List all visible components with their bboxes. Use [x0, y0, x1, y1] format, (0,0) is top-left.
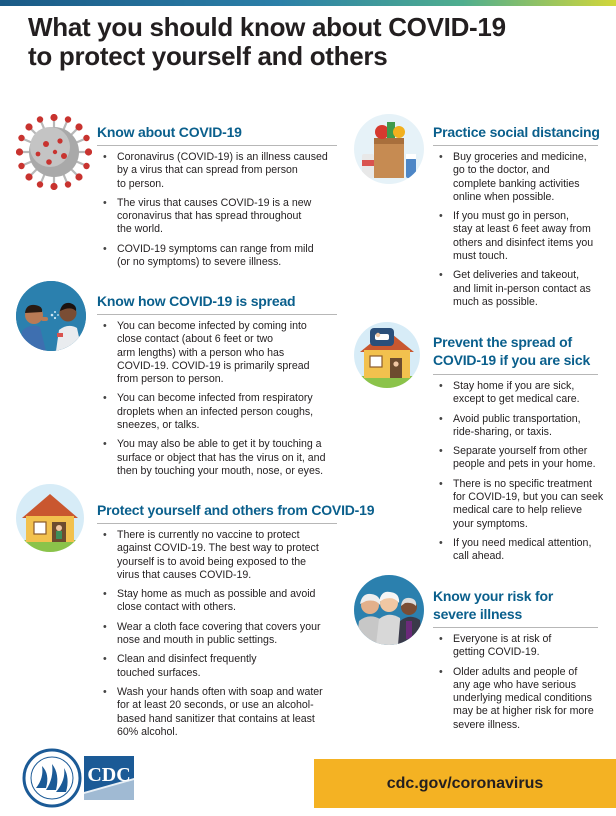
list-item-line: close contact (about 6 feet or two [117, 333, 274, 346]
list-item [433, 210, 613, 263]
list-item-line: others and disinfect items you [453, 236, 594, 249]
list-item-line: touched surfaces. [117, 666, 201, 679]
section-title [97, 292, 295, 310]
list-item [433, 666, 613, 732]
virus-icon [16, 114, 92, 190]
list-item [97, 151, 342, 191]
list-item-line: • Wash your hands often with soap and water [117, 685, 323, 698]
list-item-line: except to get medical care. [453, 393, 580, 406]
cdc-logo-text: CDC [87, 764, 131, 786]
list-item-line: must touch. [453, 250, 508, 263]
groceries-icon [354, 114, 424, 184]
section-title [433, 333, 590, 369]
section-title-line: Practice social distancing [433, 124, 600, 140]
list-item-line: may be at higher risk for more [453, 705, 594, 718]
list-item-line: surface or object that has the virus on it, and [117, 451, 326, 464]
page-title-line: What you should know about COVID-19 [28, 12, 506, 42]
list-item-line: COVID-19. COVID-19 is primarily spread [117, 359, 310, 372]
section-title-line: Know about COVID-19 [97, 124, 242, 140]
section-divider [97, 145, 337, 146]
bullet-list [97, 529, 347, 745]
page-title [28, 13, 506, 71]
list-item-line: • You can become infected from respiratory [117, 392, 313, 405]
list-item-line: • Older adults and people of [453, 665, 578, 678]
bullet-list [97, 320, 347, 484]
list-item [97, 392, 347, 432]
list-item-line: go to the doctor, and [453, 164, 550, 177]
section-divider [433, 627, 598, 628]
list-item [433, 537, 613, 564]
list-item-line: • Stay home if you are sick, [453, 380, 575, 392]
list-item-line: and limit in-person contact as [453, 282, 591, 295]
list-item-line: (or no symptoms) to severe illness. [117, 256, 282, 269]
list-item-line: ride-sharing, or taxis. [453, 425, 552, 438]
section-title-line: Know your risk for [433, 588, 554, 604]
list-item-line: much as possible. [453, 295, 538, 308]
list-item-line: getting COVID-19. [453, 646, 540, 659]
top-gradient-bar [0, 0, 616, 6]
list-item-line: • Avoid public transportation, [453, 412, 581, 425]
list-item-line: by a virus that can spread from person [117, 164, 298, 177]
list-item-line: then by touching your mouth, nose, or eyes. [117, 464, 324, 477]
hhs-seal-icon [24, 750, 80, 806]
list-item-line: people and pets in your home. [453, 458, 596, 471]
list-item [97, 243, 342, 270]
list-item-line: • There is no specific treatment [453, 477, 592, 490]
list-item [433, 413, 613, 440]
section-divider [433, 145, 598, 146]
list-item-line: • If you must go in person, [453, 210, 570, 223]
list-item-line: • Stay home as much as possible and avoid [117, 588, 316, 601]
sick-home-icon [354, 322, 420, 388]
section-title [433, 587, 553, 623]
list-item-line: severe illness. [453, 718, 521, 731]
list-item-line: • Coronavirus (COVID-19) is an illness caused [117, 151, 328, 163]
list-item-line: • You can become infected by coming into [117, 320, 307, 332]
list-item-line: from person to person. [117, 373, 224, 386]
list-item-line: • If you need medical attention, [453, 536, 592, 549]
list-item [97, 529, 347, 582]
bullet-list [433, 151, 613, 315]
list-item-line: the world. [117, 223, 163, 236]
list-item-line: • Wear a cloth face covering that covers your [117, 620, 321, 633]
list-item-line: • Buy groceries and medicine, [453, 151, 587, 163]
section-title-line: severe illness [433, 606, 523, 622]
list-item [433, 633, 613, 660]
section-divider [433, 374, 598, 375]
section-title-line: Know how COVID-19 is spread [97, 293, 296, 309]
list-item-line: • Get deliveries and takeout, [453, 269, 580, 282]
house-icon [16, 484, 84, 552]
list-item-line: • There is currently no vaccine to protect [117, 529, 300, 541]
section-divider [97, 523, 337, 524]
list-item [433, 151, 613, 204]
list-item-line: close contact with others. [117, 601, 236, 614]
list-item-line: online when possible. [453, 190, 555, 203]
section-title [433, 123, 600, 141]
cdc-hhs-logo [22, 748, 140, 813]
older-adults-icon [354, 575, 424, 645]
section-title [97, 501, 374, 519]
list-item-line: any age who have serious [453, 678, 577, 691]
list-item-line: call ahead. [453, 550, 505, 563]
list-item-line: against COVID-19. The best way to protect [117, 542, 319, 555]
list-item [97, 197, 342, 237]
section-title-line: Protect yourself and others from COVID-19 [97, 502, 375, 518]
list-item-line: • The virus that causes COVID-19 is a new [117, 196, 312, 209]
list-item-line: coronavirus that has spread throughout [117, 210, 302, 223]
list-item [97, 320, 347, 386]
list-item-line: medical care to help relieve [453, 504, 582, 517]
list-item [97, 621, 347, 648]
section-title [97, 123, 242, 141]
list-item-line: yourself is to avoid being exposed to the [117, 555, 307, 568]
list-item-line: 60% alcohol. [117, 725, 178, 738]
section-divider [97, 314, 337, 315]
list-item [433, 269, 613, 309]
list-item-line: underlying medical conditions [453, 692, 592, 705]
list-item-line: droplets when an infected person coughs, [117, 405, 314, 418]
list-item-line: sneezes, or talks. [117, 419, 200, 432]
list-item-line: virus that causes COVID-19. [117, 568, 252, 581]
list-item-line: nose and mouth in public settings. [117, 634, 278, 647]
bullet-list [97, 151, 342, 275]
footer-url[interactable]: cdc.gov/coronavirus [314, 759, 616, 808]
list-item-line: • COVID-19 symptoms can range from mild [117, 242, 314, 255]
section-title-line: COVID-19 if you are sick [433, 352, 591, 368]
coughing-people-icon [16, 281, 86, 351]
list-item-line: your symptoms. [453, 517, 528, 530]
list-item [97, 653, 347, 680]
list-item-line: based hand sanitizer that contains at least [117, 712, 315, 725]
list-item-line: • Separate yourself from other [453, 445, 588, 458]
list-item-line: for COVID-19, but you can seek [453, 491, 604, 504]
list-item [97, 686, 347, 739]
list-item-line: • Clean and disinfect frequently [117, 653, 257, 666]
list-item [433, 478, 613, 531]
section-title-line: Prevent the spread of [433, 334, 572, 350]
list-item-line: complete banking activities [453, 177, 580, 190]
list-item-line: • You may also be able to get it by touching a [117, 438, 322, 451]
list-item [97, 438, 347, 478]
page-title-line: to protect yourself and others [28, 41, 388, 71]
bullet-list [433, 380, 613, 570]
list-item [97, 588, 347, 615]
list-item-line: for at least 20 seconds, or use an alcohol- [117, 699, 314, 712]
list-item-line: stay at least 6 feet away from [453, 223, 591, 236]
list-item-line: to person. [117, 177, 165, 190]
list-item-line: • Everyone is at risk of [453, 633, 552, 645]
list-item-line: arm lengths) with a person who has [117, 346, 285, 359]
list-item [433, 445, 613, 472]
bullet-list [433, 633, 613, 738]
list-item [433, 380, 613, 407]
